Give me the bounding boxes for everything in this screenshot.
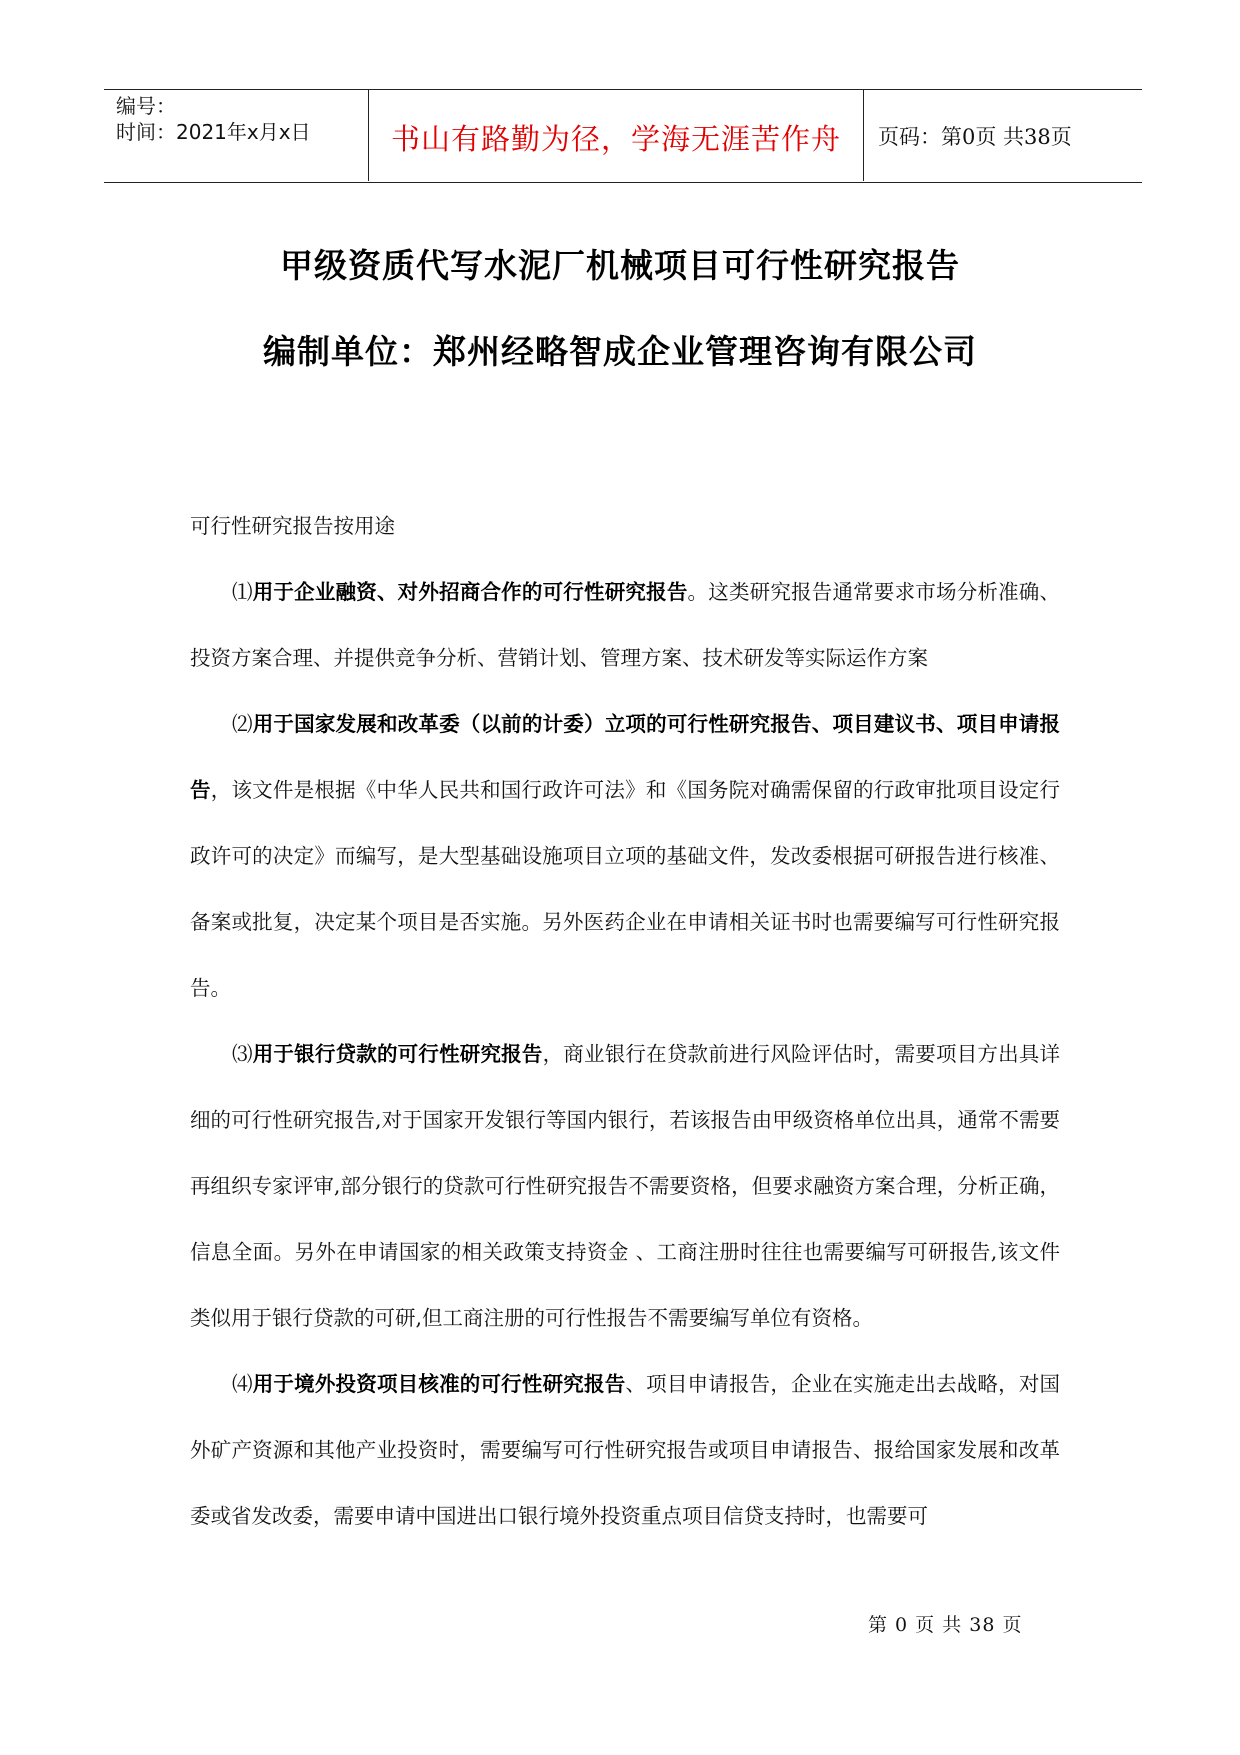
paragraph-text: 、项目申请报告，企业在实施走出去战略，对国外矿产资源和其他产业投资时，需要编写可行性研究报告或项目申请报告、报给国家发展和改革委或省发改委，需要申请中国进出口银行境外投资重点项目信贷支持时，也需要可 <box>190 1372 1061 1528</box>
header-motto-cell <box>369 90 864 181</box>
motto: 书山有路勤为径，学海无涯苦作舟 <box>390 122 841 156</box>
document-title: 甲级资质代写水泥厂机械项目可行性研究报告 <box>280 246 960 285</box>
time-label: 时间：2021年x月x日 <box>116 120 311 144</box>
paragraph-text: ，该文件是根据《中华人民共和国行政许可法》和《国务院对确需保留的行政审批项目设定行政许可的决定》而编写，是大型基础设施项目立项的基础文件，发改委根据可研报告进行核准、备案或批复，决定某个项目是否实施。另外医药企业在申请相关证书时也需要编写可行性研究报告。 <box>190 778 1061 1000</box>
body-text <box>190 493 1060 1549</box>
paragraph-4 <box>190 1351 1060 1549</box>
paragraph-text: ，商业银行在贷款前进行风险评估时，需要项目方出具详细的可行性研究报告,对于国家开发银行等国内银行，若该报告由甲级资格单位出具，通常不需要再组织专家评审,部分银行的贷款可行性研究报告不需要资格，但要求融资方案合理，分析正确，信息全面。另外在申请国家的相关政策支持资金 、工商注册时往往也需要编写可研报告,该文件类似用于银行贷款的可研,但工商注册的可行性报告不需要编写单位有资格。 <box>190 1042 1061 1330</box>
paragraph-2 <box>190 691 1060 1021</box>
paragraph-heading: 用于银行贷款的可行性研究报告 <box>252 1042 543 1066</box>
number-label: 编号： <box>116 94 176 118</box>
page-footer: 第 0 页 共 38 页 <box>868 1614 1023 1636</box>
paragraph-3 <box>190 1021 1060 1351</box>
paragraph-marker: ⑵ <box>232 712 253 736</box>
paragraph-heading: 用于境外投资项目核准的可行性研究报告 <box>252 1372 626 1396</box>
paragraph-marker: ⑷ <box>232 1372 253 1396</box>
page-info: 页码：第0页 共38页 <box>878 124 1072 149</box>
document-subtitle: 编制单位：郑州经略智成企业管理咨询有限公司 <box>263 332 977 371</box>
paragraph-marker: ⑶ <box>232 1042 253 1066</box>
paragraph-marker: ⑴ <box>232 580 253 604</box>
header-page-cell <box>864 90 1142 181</box>
paragraph-text: 。这类研究报告通常要求市场分析准确、投资方案合理、并提供竞争分析、营销计划、管理方案、技术研发等实际运作方案 <box>190 580 1061 670</box>
intro-line: 可行性研究报告按用途 <box>190 514 395 538</box>
paragraph-heading: 用于企业融资、对外招商合作的可行性研究报告 <box>252 580 688 604</box>
paragraph-1 <box>190 559 1060 691</box>
paragraph-heading: 用于国家发展和改革委（以前的计委）立项的可行性研究报告、项目建议书、项目申请报告 <box>190 712 1061 802</box>
header-meta <box>104 90 369 181</box>
header-table <box>104 89 1142 183</box>
